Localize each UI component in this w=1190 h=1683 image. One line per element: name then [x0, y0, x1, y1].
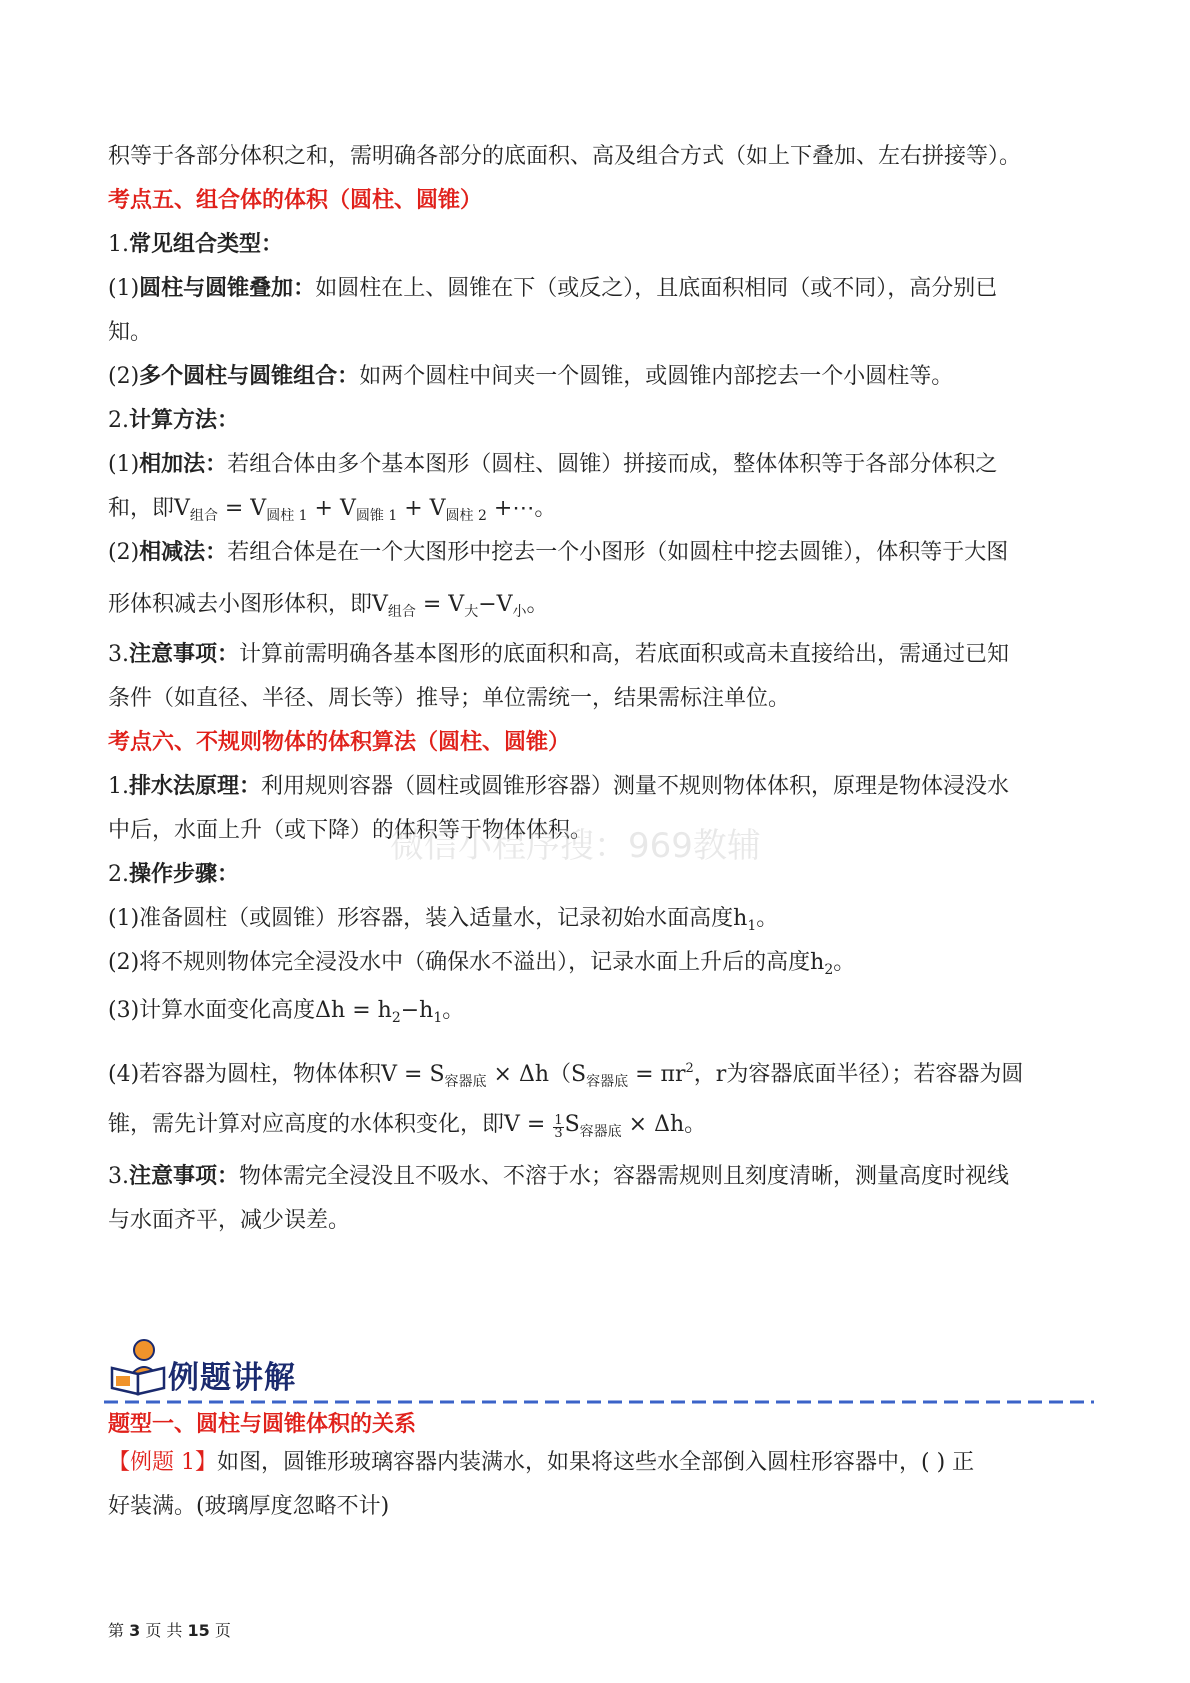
paragraph-line: 知。: [108, 320, 153, 345]
paragraph-line: 1.排水法原理：利用规则容器（圆柱或圆锥形容器）测量不规则物体体积，原理是物体浸没水: [108, 774, 1010, 799]
formula-line: (4)若容器为圆柱，物体体积$V = S_{容器底} \times \Delta h(S_{容器底} = \pi r^2$，r为容器底面半径）；若容器为圆: [108, 1061, 1024, 1090]
fraction-one-third: $\frac{1}{3}$: [554, 1113, 563, 1141]
watermark: 微信小程序搜：969教辅: [390, 826, 761, 866]
paragraph-line: 中后，水面上升（或下降）的体积等于物体体积。: [108, 818, 593, 843]
paragraph-line: 与水面齐平，减少误差。: [108, 1208, 351, 1233]
formula-line: 形体积减去小图形体积，即$V_{组合} = V_大-V_小$。: [108, 592, 549, 620]
paragraph-line: 2.操作步骤：: [108, 862, 240, 887]
paragraph-line: (2)将不规则物体完全浸没水中（确保水不溢出），记录水面上升后的高度$h_2$。: [108, 950, 856, 978]
paragraph-line: 1.常见组合类型：: [108, 232, 284, 257]
paragraph-line: 3.注意事项：计算前需明确各基本图形的底面积和高，若底面积或高未直接给出，需通过已知: [108, 642, 1010, 667]
reading-person-icon: [108, 1336, 168, 1396]
paragraph-line: (1)准备圆柱（或圆锥）形容器，装入适量水，记录初始水面高度$h_1$。: [108, 906, 779, 934]
dashed-divider: [104, 1400, 1094, 1404]
section-heading-5: 考点五、组合体的体积（圆柱、圆锥）: [108, 188, 483, 213]
paragraph-line: (2)相减法：若组合体是在一个大图形中挖去一个小图形（如圆柱中挖去圆锥），体积等于大图: [108, 540, 1009, 565]
formula-line: 和，即$V_{组合} = V_{圆柱 1} + V_{圆锥 1} + V_{圆柱 2}$ +⋯。: [108, 496, 557, 524]
paragraph-line: 条件（如直径、半径、周长等）推导；单位需统一，结果需标注单位。: [108, 686, 791, 711]
formula-line: (3)计算水面变化高度$\Delta h = h_2-h_1$。: [108, 998, 465, 1026]
example-tag: 【例题 1】: [108, 1450, 217, 1475]
paragraph-line: 好装满。(玻璃厚度忽略不计): [108, 1494, 390, 1519]
paragraph-line: (1)相加法：若组合体由多个基本图形（圆柱、圆锥）拼接而成，整体体积等于各部分体积之: [108, 452, 998, 477]
section-title: 例题讲解: [168, 1360, 296, 1396]
formula-line: 锥，需先计算对应高度的水体积变化，即V = $\frac{1}{3}$ $S_{容器底} \times \Delta h$。: [108, 1112, 707, 1141]
paragraph-line: 积等于各部分体积之和，需明确各部分的底面积、高及组合方式（如上下叠加、左右拼接等）。: [108, 144, 1022, 169]
example-section-header: [104, 1336, 1094, 1406]
question-type-title: 题型一、圆柱与圆锥体积的关系: [108, 1412, 417, 1437]
example-question: 【例题 1】如图，圆锥形玻璃容器内装满水，如果将这些水全部倒入圆柱形容器中，( ) 正: [108, 1450, 975, 1475]
page-footer: 第 3 页 共 15 页: [108, 1621, 231, 1640]
section-heading-6: 考点六、不规则物体的体积算法（圆柱、圆锥）: [108, 730, 571, 755]
paragraph-line: (1)圆柱与圆锥叠加：如圆柱在上、圆锥在下（或反之），且底面积相同（或不同），高分别已: [108, 276, 998, 301]
paragraph-line: 3.注意事项：物体需完全浸没且不吸水、不溶于水；容器需规则且刻度清晰，测量高度时视线: [108, 1164, 1010, 1189]
paragraph-line: 2.计算方法：: [108, 408, 240, 433]
paragraph-line: (2)多个圆柱与圆锥组合：如两个圆柱中间夹一个圆锥，或圆锥内部挖去一个小圆柱等。: [108, 364, 954, 389]
